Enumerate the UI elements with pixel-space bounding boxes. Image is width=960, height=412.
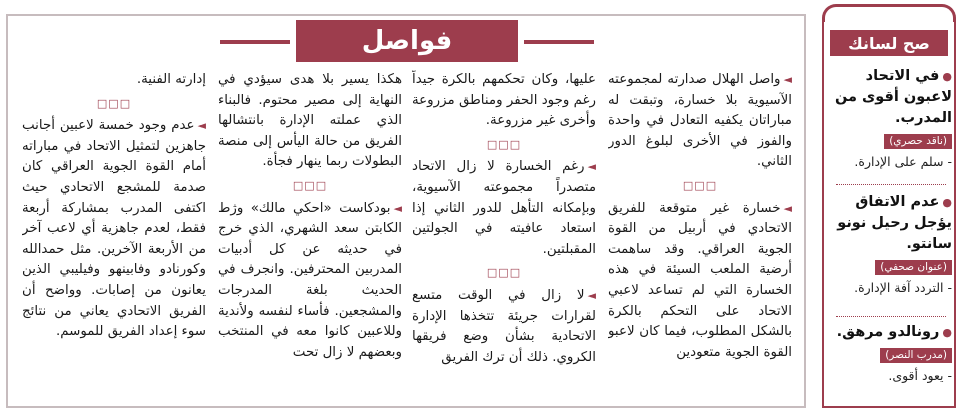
separator: □□□ [682, 178, 718, 192]
bullet-icon: ◄ [783, 73, 792, 86]
section-title: فواصل [296, 20, 518, 62]
title-rule-left [220, 40, 290, 44]
dot-icon: ● [942, 70, 952, 83]
paragraph: ◄واصل الهلال صدارته لمجموعته الآسيوية بلا خسارة، وتبقت له مباراتان يكفيه التعادل في واحدة والفوز في الأخرى لبلوغ الدور الثاني. [608, 72, 792, 170]
column-1 [608, 70, 792, 404]
sidebar-item-title: ●في الاتحاد لاعبون أقوى من المدرب. [834, 68, 952, 126]
dot-icon: ● [942, 196, 952, 209]
paragraph: ◄رغم الخسارة لا زال الاتحاد متصدراً مجموعته الآسيوية، وبإمكانه التأهل للدور الثاني إذا استعاد عافيته في الجولتين المقبلتين. [412, 159, 596, 257]
separator: □□□ [486, 266, 522, 280]
bullet-icon: ◄ [587, 288, 596, 302]
column-2 [412, 70, 596, 404]
dot-icon: ● [942, 326, 952, 339]
sidebar-item-tag: (عنوان صحفي) [875, 260, 952, 275]
sidebar-item-text: - التردد آفة الإدارة. [854, 280, 952, 295]
sidebar-header: صح لسانك [830, 30, 948, 56]
sidebar-item-tag: (مدرب النصر) [880, 348, 952, 363]
paragraph: ◄خسارة غير متوقعة للفريق الاتحادي في أربيل من القوة الجوية العراقي. وقد ساهمت أرضية الملعب السيئة في هذه الخسارة التي لم تساعد لاعبي الاتحاد على التحكم بالكرة بالشكل المطلوب، فيما كان لاعبو القوة الجوية متعودين [608, 200, 792, 360]
sidebar-item-title: ●عدم الاتفاق يؤجل رحيل نونو سانتو. [837, 194, 952, 252]
bullet-icon: ◄ [197, 119, 206, 133]
column-4 [22, 70, 206, 404]
paragraph: عليها، وكان تحكمهم بالكرة جيداً رغم وجود الحفر ومناطق مزروعة وأخرى غير مزروعة. [412, 72, 596, 129]
paragraph: ◄بودكاست «احكي مالك» وژط الكابتن سعد الشهري، الذي خرج في حديثه عن كل أدبيات المدربين المحترفين. وانجرف في الحديث بلغة المدرجات والمشجعين. فأساء لنفسه ولأندية وللاعبين كانوا معه في المنتخب وبعضهم لا زال تحت [218, 200, 402, 360]
sidebar-item-tag: (ناقد حصري) [884, 134, 952, 149]
column-3 [218, 70, 402, 404]
sidebar-item-text: - يعود أقوى. [888, 368, 952, 383]
title-rule-right [524, 40, 594, 44]
bullet-icon: ◄ [783, 201, 792, 215]
sidebar-item-title: ●رونالدو مرهق. [836, 324, 952, 340]
paragraph: هكذا يسير بلا هدى سيؤدي في النهاية إلى مصير محتوم. فالبناء الذي عملته الإدارة بانتشالها الفريق من حالة اليأس إلى منصة البطولات ربما ينهار فجأة. [218, 72, 402, 170]
paragraph: ◄عدم وجود خمسة لاعبين أجانب جاهزين لتمثيل الاتحاد في مباراته أمام القوة الجوية العراقي كان صدمة للمشجع الاتحادي حيث اكتفى المدرب بمشاركة أربعة فقط، لعدم جاهزية أي لاعب آخر من الأربعة الآخرين. مثل حمدالله وكورنادو وفابينهو وفيليبي الذين يعانون من إصابات. وواضح أن الفريق الاتحادي يعاني من نتائج سوء إعداد الفريق للموسم. [22, 118, 206, 340]
bullet-icon: ◄ [393, 201, 402, 215]
sidebar-item [830, 66, 952, 171]
sidebar-item [830, 322, 952, 385]
bullet-icon: ◄ [587, 160, 596, 174]
paragraph: ◄لا زال في الوقت متسع لقرارات جريئة تتخذها الإدارة الاتحادية بشأن وضع فريقها الكروي. ذلك أن ترك الفريق [412, 287, 596, 365]
sidebar-item-text: - سلم على الإدارة. [854, 154, 952, 169]
sidebar-divider [836, 316, 946, 317]
separator: □□□ [292, 178, 328, 192]
sidebar-divider [836, 184, 946, 185]
sidebar-item [830, 192, 952, 297]
separator: □□□ [486, 137, 522, 151]
separator: □□□ [96, 96, 132, 110]
paragraph: إدارته الفنية. [136, 72, 206, 87]
